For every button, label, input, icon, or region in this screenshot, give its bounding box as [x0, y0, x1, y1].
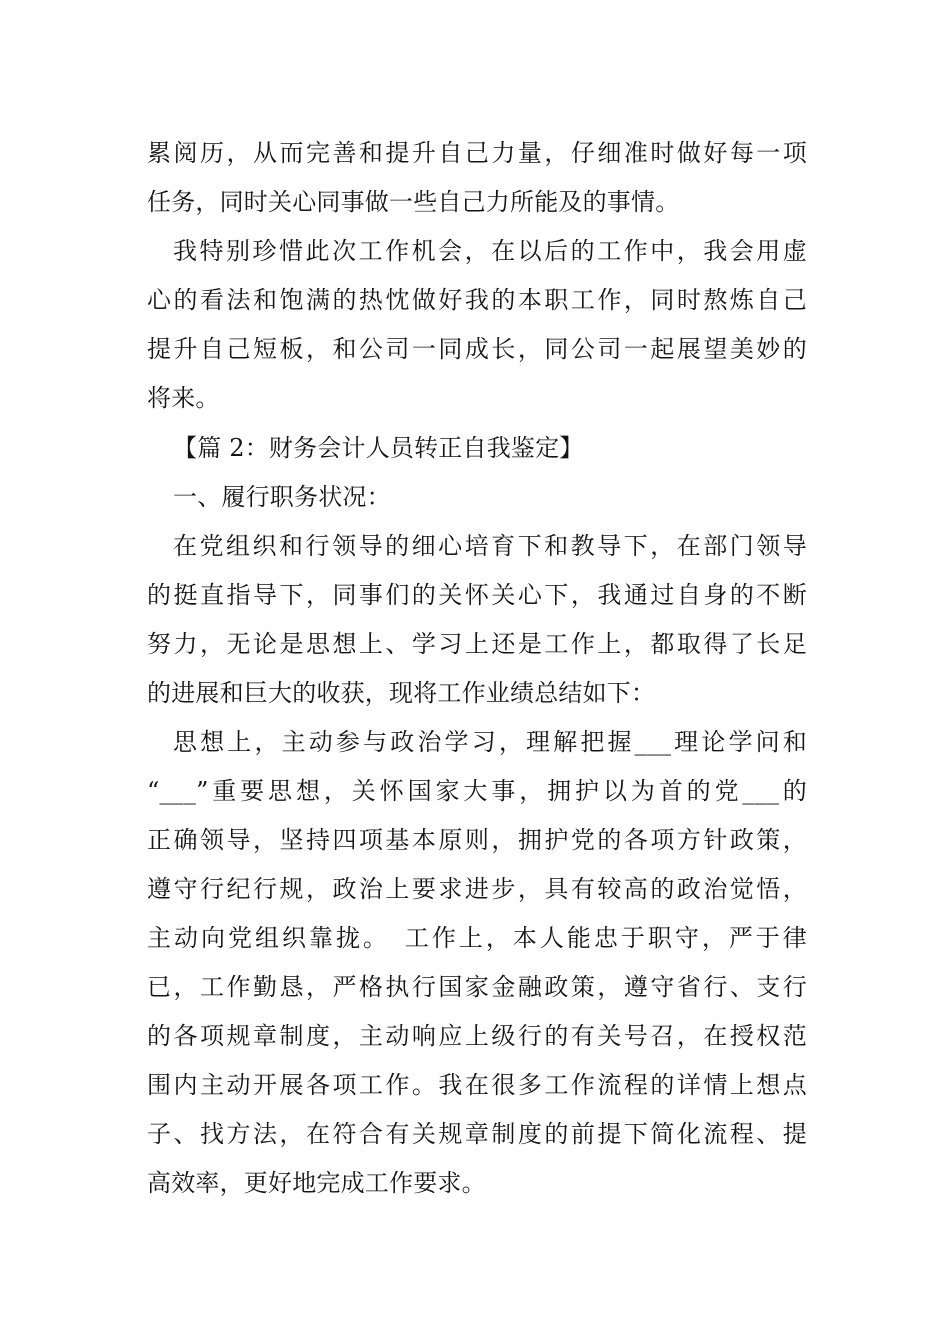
section-heading: 【篇 2：财务会计人员转正自我鉴定】 [173, 434, 584, 462]
text-line: 的挺直指导下，同事们的关怀关心下，我通过自身的不断 [147, 581, 807, 609]
text-line: 围内主动开展各项工作。我在很多工作流程的详情上想点 [147, 1071, 807, 1099]
text-line: 主动向党组织靠拢。 工作上，本人能忠于职守，严于律 [147, 924, 807, 952]
text-line: 心的看法和饱满的热忱做好我的本职工作，同时熬炼自己 [147, 286, 807, 314]
text-line: 已，工作勤恳，严格执行国家金融政策，遵守省行、支行 [147, 973, 807, 1001]
text-line: 遵守行纪行规，政治上要求进步，具有较高的政治觉悟， [147, 875, 807, 903]
text-line: 累阅历，从而完善和提升自己力量，仔细准时做好每一项 [147, 139, 807, 167]
text-line: 正确领导，坚持四项基本原则，拥护党的各项方针政策， [147, 826, 807, 854]
text-line: 的进展和巨大的收获，现将工作业绩总结如下： [147, 679, 656, 707]
text-line: 子、找方法，在符合有关规章制度的前提下简化流程、提 [147, 1120, 807, 1148]
subsection-heading: 一、履行职务状况： [173, 483, 391, 511]
text-line: 在党组织和行领导的细心培育下和教导下，在部门领导 [173, 532, 807, 560]
text-line: 我特别珍惜此次工作机会，在以后的工作中，我会用虚 [173, 237, 807, 265]
text-line: “___”重要思想，关怀国家大事，拥护以为首的党___的 [147, 777, 807, 805]
text-line: 的各项规章制度，主动响应上级行的有关号召，在授权范 [147, 1022, 807, 1050]
text-line: 努力，无论是思想上、学习上还是工作上，都取得了长足 [147, 630, 807, 658]
text-line: 将来。 [147, 384, 220, 412]
text-line: 提升自己短板，和公司一同成长，同公司一起展望美妙的 [147, 335, 807, 363]
text-line: 高效率，更好地完成工作要求。 [147, 1169, 486, 1197]
text-line: 任务，同时关心同事做一些自己力所能及的事情。 [147, 188, 680, 216]
text-line: 思想上，主动参与政治学习，理解把握___理论学问和 [173, 728, 807, 756]
